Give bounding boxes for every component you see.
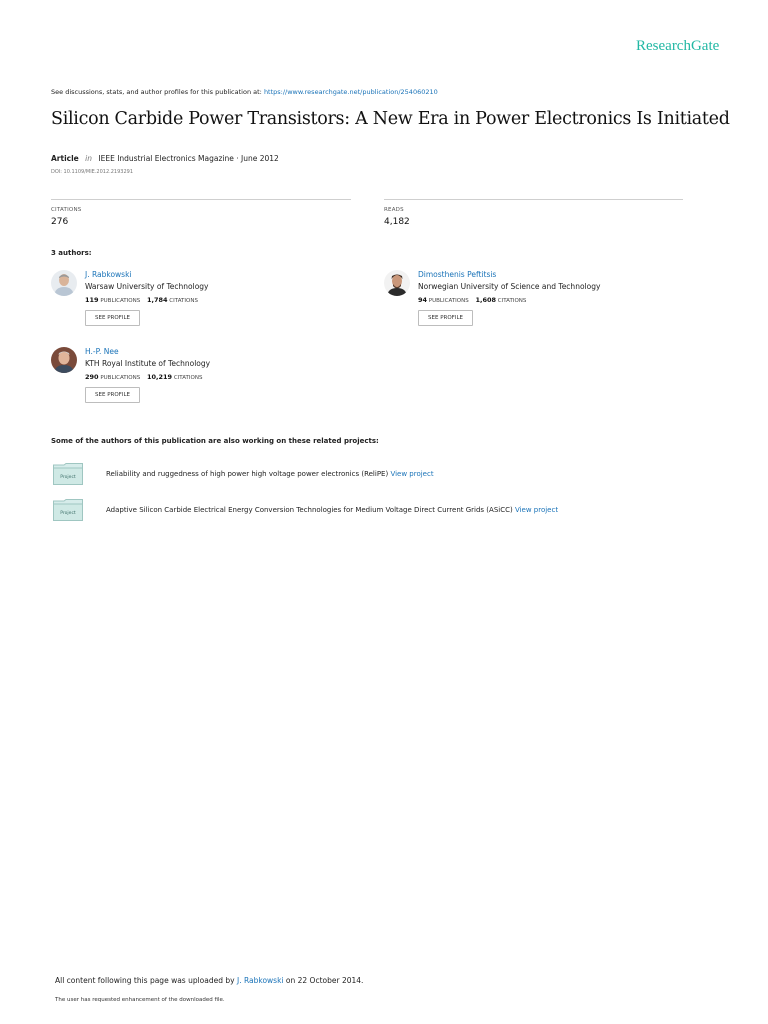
- authors-heading: 3 authors:: [51, 249, 92, 257]
- view-project-link[interactable]: View project: [390, 470, 434, 478]
- citations-label: CITATIONS: [51, 207, 82, 213]
- see-discussions-line: [51, 88, 438, 96]
- avatar[interactable]: [384, 270, 410, 296]
- citations-divider: [51, 199, 351, 200]
- citations-count: 1,784: [146, 296, 168, 304]
- author-card: [51, 270, 351, 334]
- avatar[interactable]: [51, 347, 77, 373]
- author-institution: Warsaw University of Technology: [85, 282, 209, 291]
- reads-divider: [384, 199, 683, 200]
- uploaded-suffix: on 22 October 2014.: [285, 976, 364, 985]
- uploader-link[interactable]: J. Rabkowski: [236, 976, 284, 985]
- author-citations-label: CITATIONS: [173, 375, 203, 381]
- reads-label: READS: [384, 207, 404, 213]
- publications-label: PUBLICATIONS: [100, 298, 141, 304]
- project-description: Reliability and ruggedness of high power high voltage power electronics (ReliPE): [106, 470, 389, 478]
- see-profile-button[interactable]: SEE PROFILE: [85, 387, 140, 403]
- author-name-link[interactable]: Dimosthenis Peftitsis: [418, 270, 497, 279]
- related-projects-heading: Some of the authors of this publication are also working on these related projects:: [51, 437, 379, 445]
- author-institution: Norwegian University of Science and Technology: [418, 282, 601, 291]
- project-item: [51, 463, 651, 489]
- author-stats: [85, 373, 202, 381]
- view-project-link[interactable]: View project: [514, 506, 559, 514]
- publication-type: Article: [51, 154, 79, 163]
- see-discussions-text: See discussions, stats, and author profiles for this publication at:: [51, 88, 262, 96]
- project-description: Adaptive Silicon Carbide Electrical Energy Conversion Technologies for Medium Voltage Direct Current Grids (ASiCC): [106, 506, 513, 514]
- publication-doi: DOI: 10.1109/MIE.2012.2193291: [51, 169, 134, 175]
- author-name-link[interactable]: J. Rabkowski: [85, 270, 132, 279]
- publication-title: Silicon Carbide Power Transistors: A New Era in Power Electronics Is Initiated: [51, 109, 730, 129]
- citations-value: 276: [51, 217, 69, 227]
- in-word: in: [85, 154, 92, 163]
- publications-count: 94: [418, 296, 428, 304]
- uploaded-by-line: [55, 976, 363, 985]
- enhancement-note: The user has requested enhancement of the downloaded file.: [55, 997, 225, 1003]
- researchgate-logo[interactable]: ResearchGate: [636, 38, 720, 54]
- avatar[interactable]: [51, 270, 77, 296]
- project-text: [106, 506, 558, 514]
- publications-count: 290: [85, 373, 99, 381]
- author-stats: [85, 296, 198, 304]
- author-card: [51, 347, 351, 411]
- reads-value: 4,182: [384, 217, 410, 227]
- publications-label: PUBLICATIONS: [100, 375, 141, 381]
- author-card: [384, 270, 684, 334]
- author-institution: KTH Royal Institute of Technology: [85, 359, 211, 368]
- author-citations-label: CITATIONS: [169, 298, 198, 304]
- author-stats: [418, 296, 526, 304]
- publication-venue: IEEE Industrial Electronics Magazine · June 2012: [98, 154, 279, 163]
- project-item: [51, 499, 651, 525]
- publication-meta: [51, 154, 279, 163]
- see-profile-button[interactable]: SEE PROFILE: [418, 310, 473, 326]
- citations-count: 10,219: [146, 373, 173, 381]
- citations-count: 1,608: [475, 296, 497, 304]
- publication-url-link[interactable]: https://www.researchgate.net/publication/254060210: [263, 88, 438, 96]
- author-citations-label: CITATIONS: [497, 298, 527, 304]
- project-text: [106, 470, 434, 478]
- author-name-link[interactable]: H.-P. Nee: [85, 347, 119, 356]
- project-folder-icon[interactable]: [53, 463, 83, 485]
- publications-label: PUBLICATIONS: [428, 298, 469, 304]
- project-folder-icon[interactable]: [53, 499, 83, 521]
- project-folder-label: Project: [60, 511, 76, 516]
- see-profile-button[interactable]: SEE PROFILE: [85, 310, 140, 326]
- uploaded-prefix: All content following this page was uploaded by: [55, 976, 235, 985]
- project-folder-label: Project: [60, 475, 76, 480]
- publications-count: 119: [85, 296, 99, 304]
